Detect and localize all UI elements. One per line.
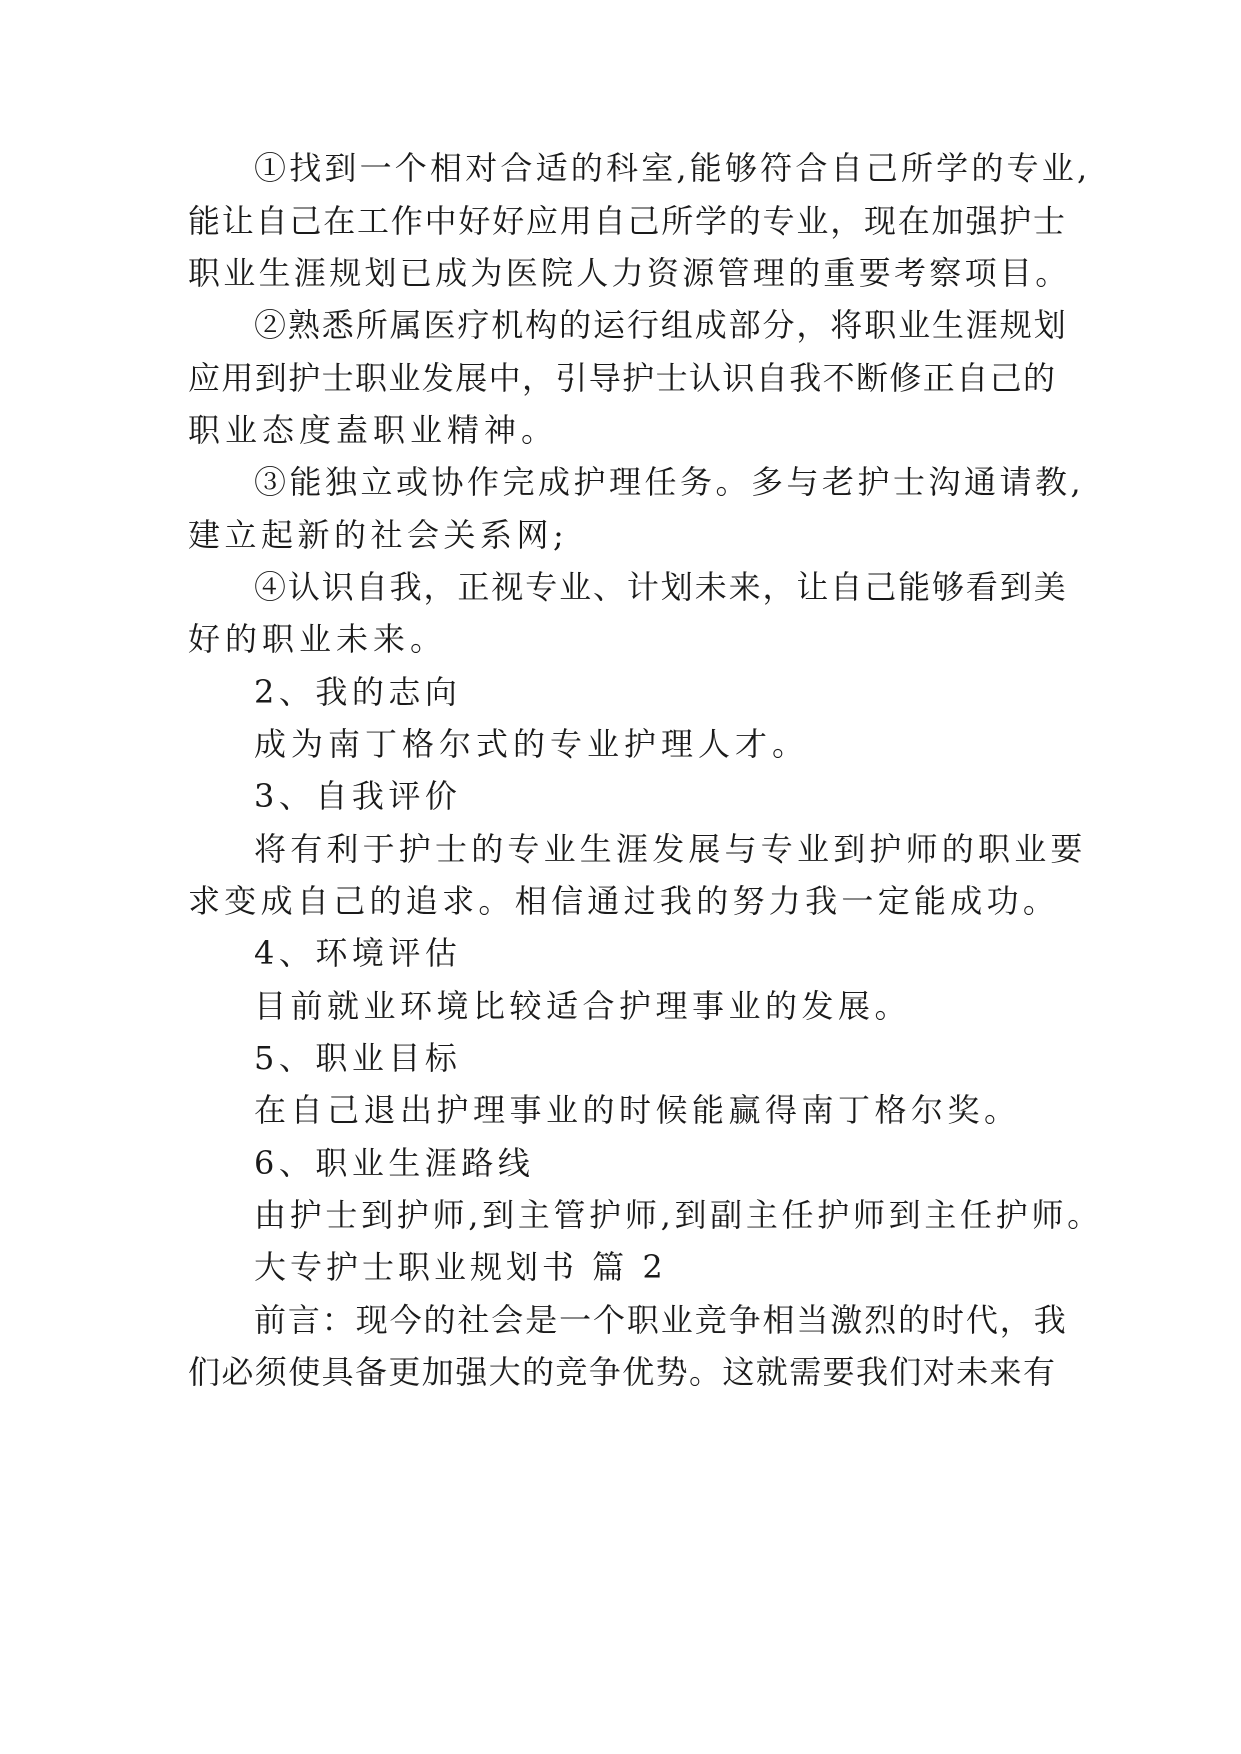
text-line: 大专护士职业规划书 篇 2 [254, 1248, 667, 1286]
text-line: 4、环境评估 [254, 934, 462, 972]
text-line: 由护士到护师,到主管护师,到副主任护师到主任护师。 [254, 1196, 1103, 1234]
text-line: 在自己退出护理事业的时候能赢得南丁格尔奖。 [254, 1091, 1021, 1129]
text-line: 们必须使具备更加强大的竞争优势。这就需要我们对未来有 [188, 1353, 1057, 1391]
text-line: ④认识自我，正视专业、计划未来，让自己能够看到美 [254, 568, 1068, 606]
text-line: 职业生涯规划已成为医院人力资源管理的重要考察项目。 [188, 254, 1071, 292]
text-line: 建立起新的社会关系网; [188, 516, 569, 554]
text-line: 目前就业环境比较适合护理事业的发展。 [254, 987, 912, 1025]
text-line: 将有利于护士的专业生涯发展与专业到护师的职业要 [254, 830, 1087, 868]
text-line: 3、自我评价 [254, 777, 462, 815]
text-line: 成为南丁格尔式的专业护理人才。 [254, 725, 810, 763]
text-line: ①找到一个相对合适的科室,能够符合自己所学的专业, [254, 149, 1091, 187]
text-line: 应用到护士职业发展中，引导护士认识自我不断修正自己的 [188, 359, 1057, 397]
text-line: 6、职业生涯路线 [254, 1144, 535, 1182]
text-line: 职业态度盍职业精神。 [188, 411, 559, 449]
text-line: 能让自己在工作中好好应用自己所学的专业，现在加强护士 [188, 202, 1067, 240]
text-line: 好的职业未来。 [188, 620, 448, 658]
text-line: ③能独立或协作完成护理任务。多与老护士沟通请教, [254, 463, 1085, 501]
text-line: 5、职业目标 [254, 1039, 462, 1077]
text-line: 求变成自己的追求。相信通过我的努力我一定能成功。 [188, 882, 1060, 920]
text-line: ②熟悉所属医疗机构的运行组成部分，将职业生涯规划 [254, 306, 1068, 344]
text-line: 前言：现今的社会是一个职业竞争相当激烈的时代，我 [254, 1301, 1068, 1339]
text-line: 2、我的志向 [254, 673, 462, 711]
